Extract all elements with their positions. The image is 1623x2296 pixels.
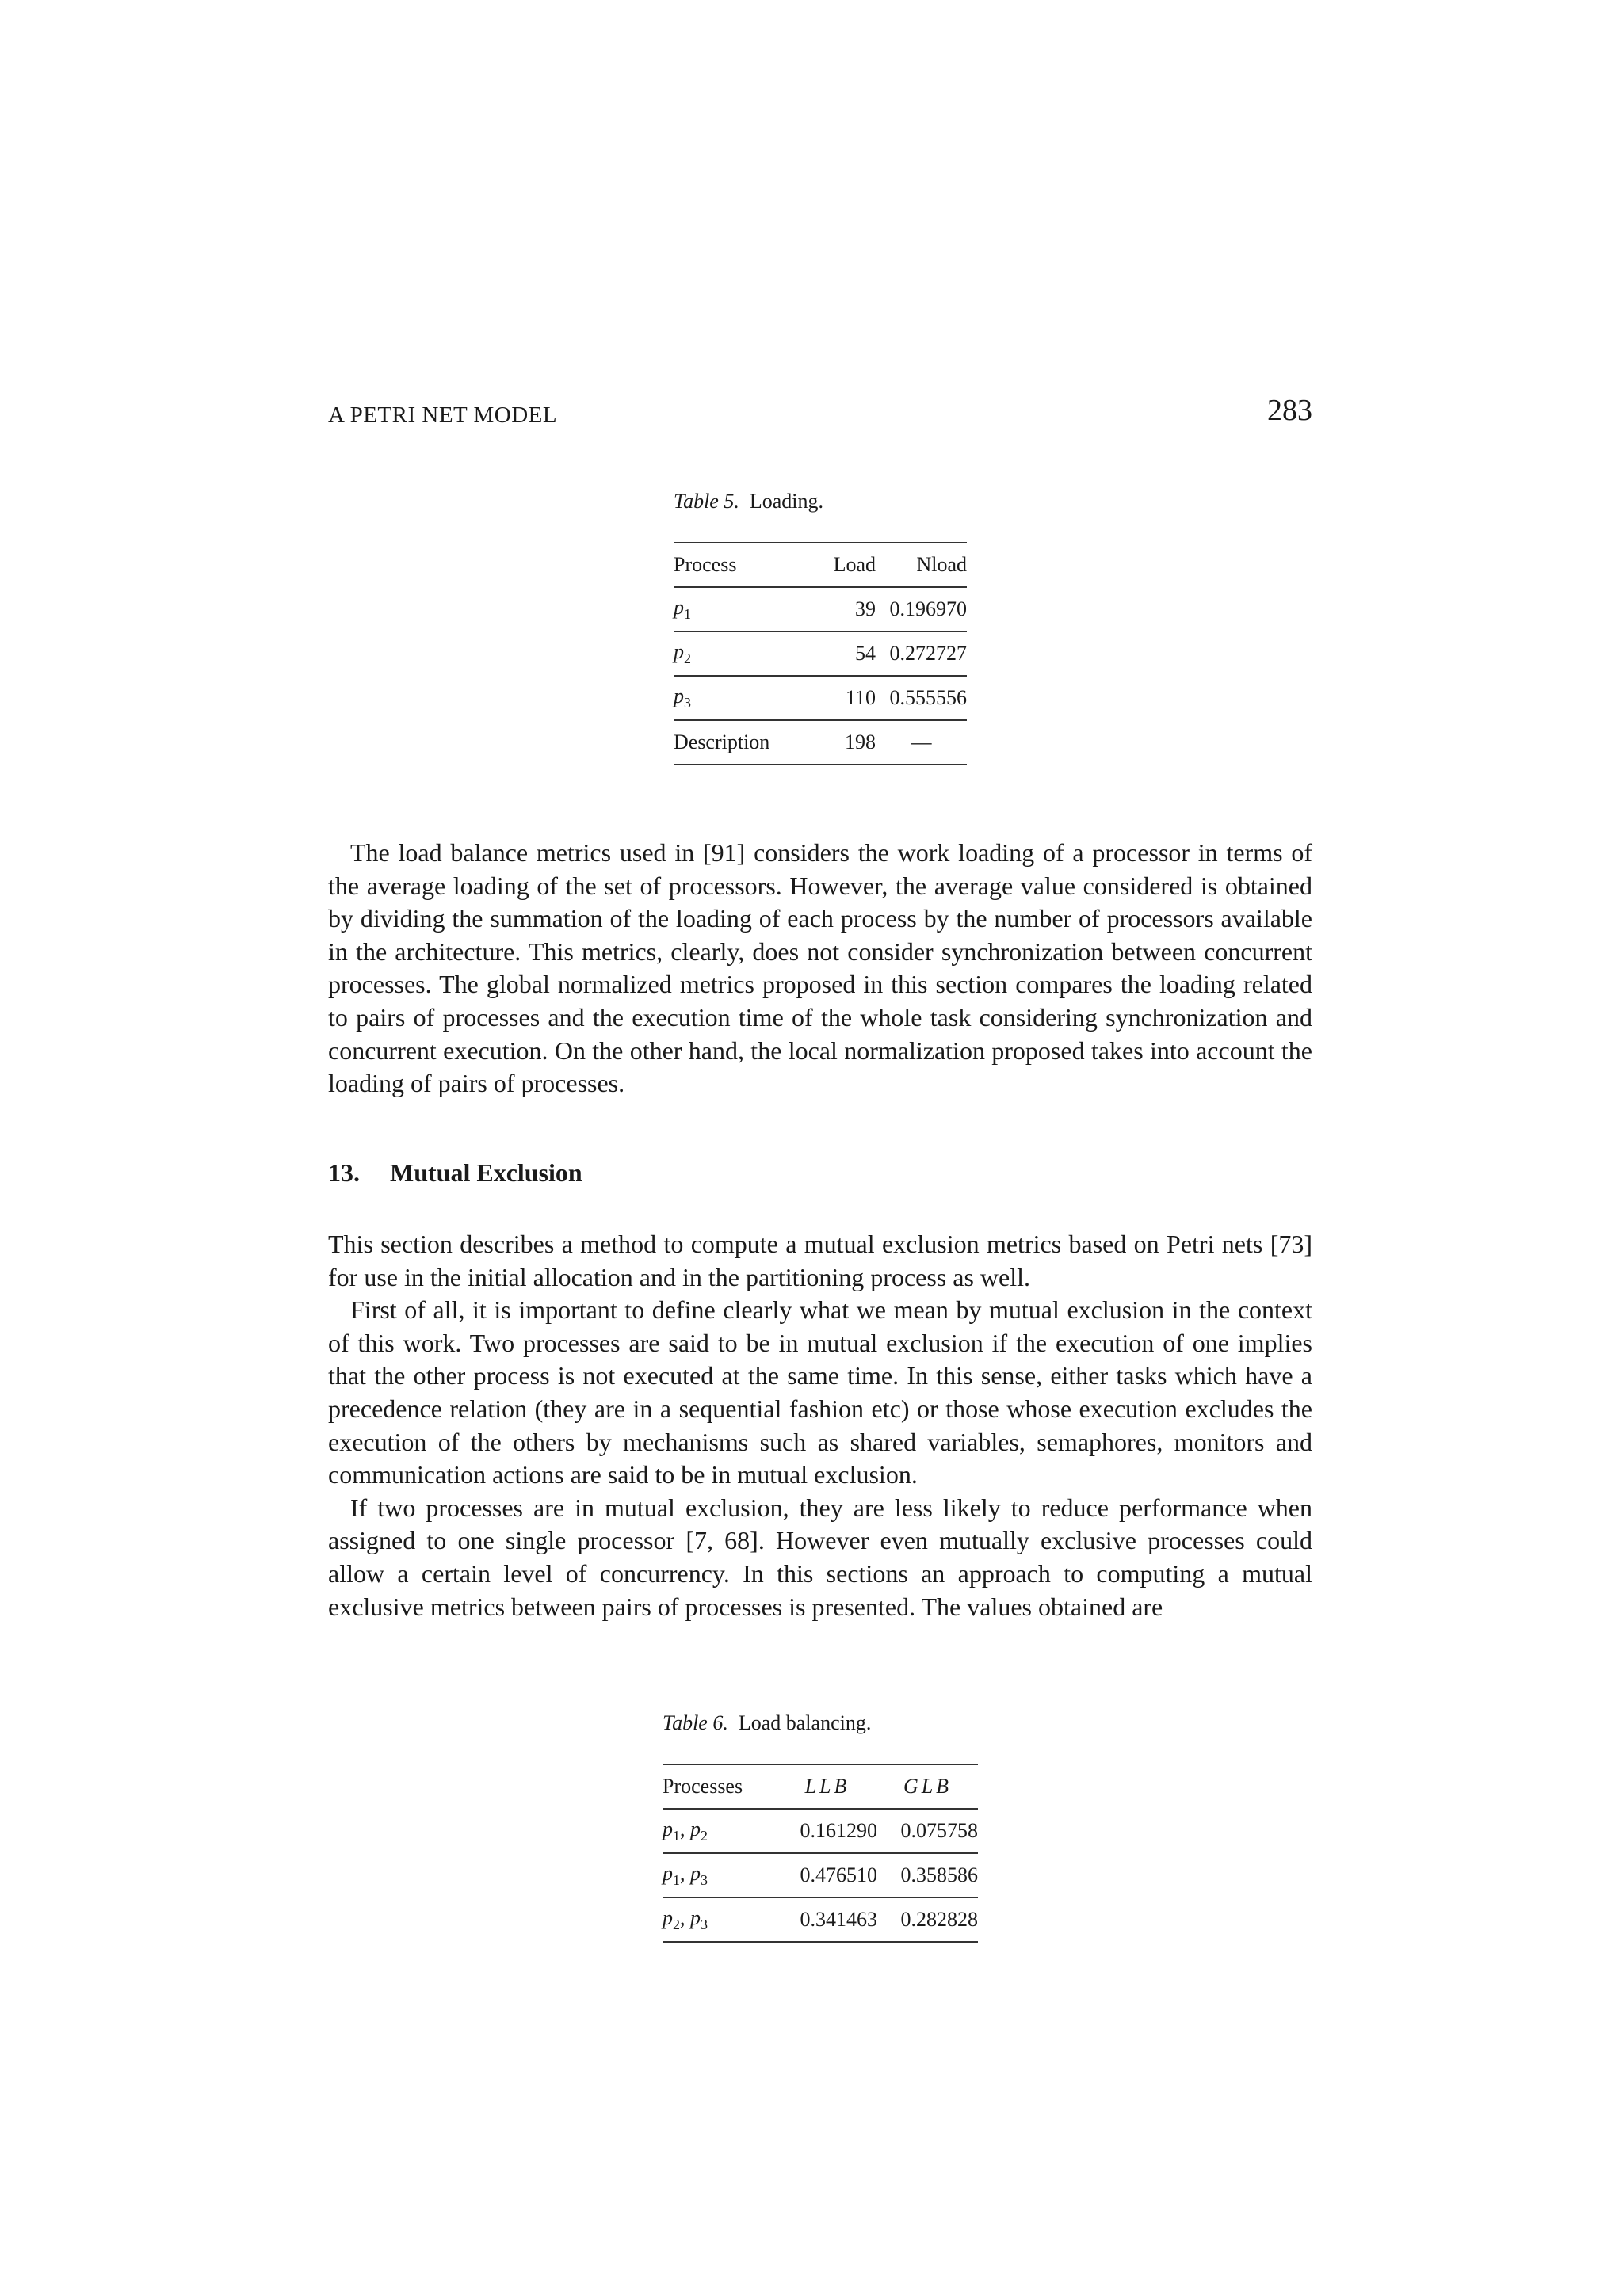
glb-cell: 0.282828 [877, 1897, 978, 1942]
process-cell: $p_2$ [674, 631, 804, 676]
load-cell: 39 [804, 587, 876, 631]
table-6-header-row [663, 1764, 978, 1809]
column-header-nload: Nload [876, 543, 967, 587]
process-cell: $p_1$ [674, 587, 804, 631]
table-row [674, 587, 967, 631]
table-6 [663, 1711, 978, 1943]
table-6-caption-label: Table 6. [663, 1711, 728, 1734]
paragraph: The load balance metrics used in [91] considers the work loading of a processor in terms of the average loading of the set of processors. However, the average value considered is obtained by dividing the summation of the loading of each process by the number of processors available in the architecture. This metrics, clearly, does not consider synchronization between concurrent processes. The global normalized metrics proposed in this section compares the loading related to pairs of processes and the execution time of the whole task considering synchronization and concurrent execution. On the other hand, the local normalization proposed takes into account the loading of pairs of processes. [328, 838, 1312, 1098]
nload-cell: 0.555556 [876, 676, 967, 720]
running-header: A PETRI NET MODEL [328, 402, 558, 428]
body-text-block-2 [328, 1228, 1312, 1623]
column-header-processes: Processes [663, 1764, 777, 1809]
paragraph: First of all, it is important to define clearly what we mean by mutual exclusion in the context of this work. Two processes are said to be in mutual exclusion if the execution of one implies that the other process is not executed at the same time. In this sense, either tasks which have a precedence relation (they are in a sequential fashion etc) or those whose execution excludes the execution of the others by mechanisms such as shared variables, semaphores, monitors and communication actions are said to be in mutual exclusion. [328, 1295, 1312, 1489]
table-5-caption-text: Loading. [749, 490, 823, 513]
table-5 [674, 490, 967, 765]
column-header-llb: LLB [777, 1764, 877, 1809]
process-cell: $p_3$ [674, 676, 804, 720]
table-5-header-row [674, 543, 967, 587]
table-row [674, 720, 967, 765]
table-5-caption [674, 490, 967, 513]
column-header-load: Load [804, 543, 876, 587]
glb-cell: 0.075758 [877, 1809, 978, 1853]
table-row [663, 1853, 978, 1897]
table-row [674, 676, 967, 720]
page-number: 283 [1267, 394, 1312, 427]
load-cell: 110 [804, 676, 876, 720]
body-text-block-1 [328, 837, 1312, 1100]
column-header-glb: GLB [877, 1764, 978, 1809]
table-6-grid [663, 1764, 978, 1943]
processes-cell: $p_2$, $p_3$ [663, 1897, 777, 1942]
section-heading [328, 1158, 582, 1188]
paragraph: This section describes a method to compute a mutual exclusion metrics based on Petri nets [73] for use in the initial allocation and in the partitioning process as well. [328, 1230, 1312, 1291]
section-title: Mutual Exclusion [390, 1158, 582, 1187]
nload-cell: 0.272727 [876, 631, 967, 676]
table-5-caption-label: Table 5. [674, 490, 739, 513]
load-cell: 54 [804, 631, 876, 676]
nload-cell: 0.196970 [876, 587, 967, 631]
table-6-caption [663, 1711, 978, 1735]
processes-cell: $p_1$, $p_3$ [663, 1853, 777, 1897]
process-cell: Description [674, 720, 804, 765]
glb-cell: 0.358586 [877, 1853, 978, 1897]
table-5-grid [674, 542, 967, 765]
section-number: 13. [328, 1158, 360, 1187]
table-row [674, 631, 967, 676]
llb-cell: 0.476510 [777, 1853, 877, 1897]
table-row [663, 1809, 978, 1853]
table-6-caption-text: Load balancing. [738, 1711, 872, 1734]
processes-cell: $p_1$, $p_2$ [663, 1809, 777, 1853]
llb-cell: 0.341463 [777, 1897, 877, 1942]
table-row [663, 1897, 978, 1942]
column-header-process: Process [674, 543, 804, 587]
paragraph: If two processes are in mutual exclusion, they are less likely to reduce performance when assigned to one single processor [7, 68]. However even mutually exclusive processes could allow a certain level of concurrency. In this sections an approach to computing a mutual exclusive metrics between pairs of processes is presented. The values obtained are [328, 1493, 1312, 1621]
nload-cell: — [876, 720, 967, 765]
llb-cell: 0.161290 [777, 1809, 877, 1853]
load-cell: 198 [804, 720, 876, 765]
